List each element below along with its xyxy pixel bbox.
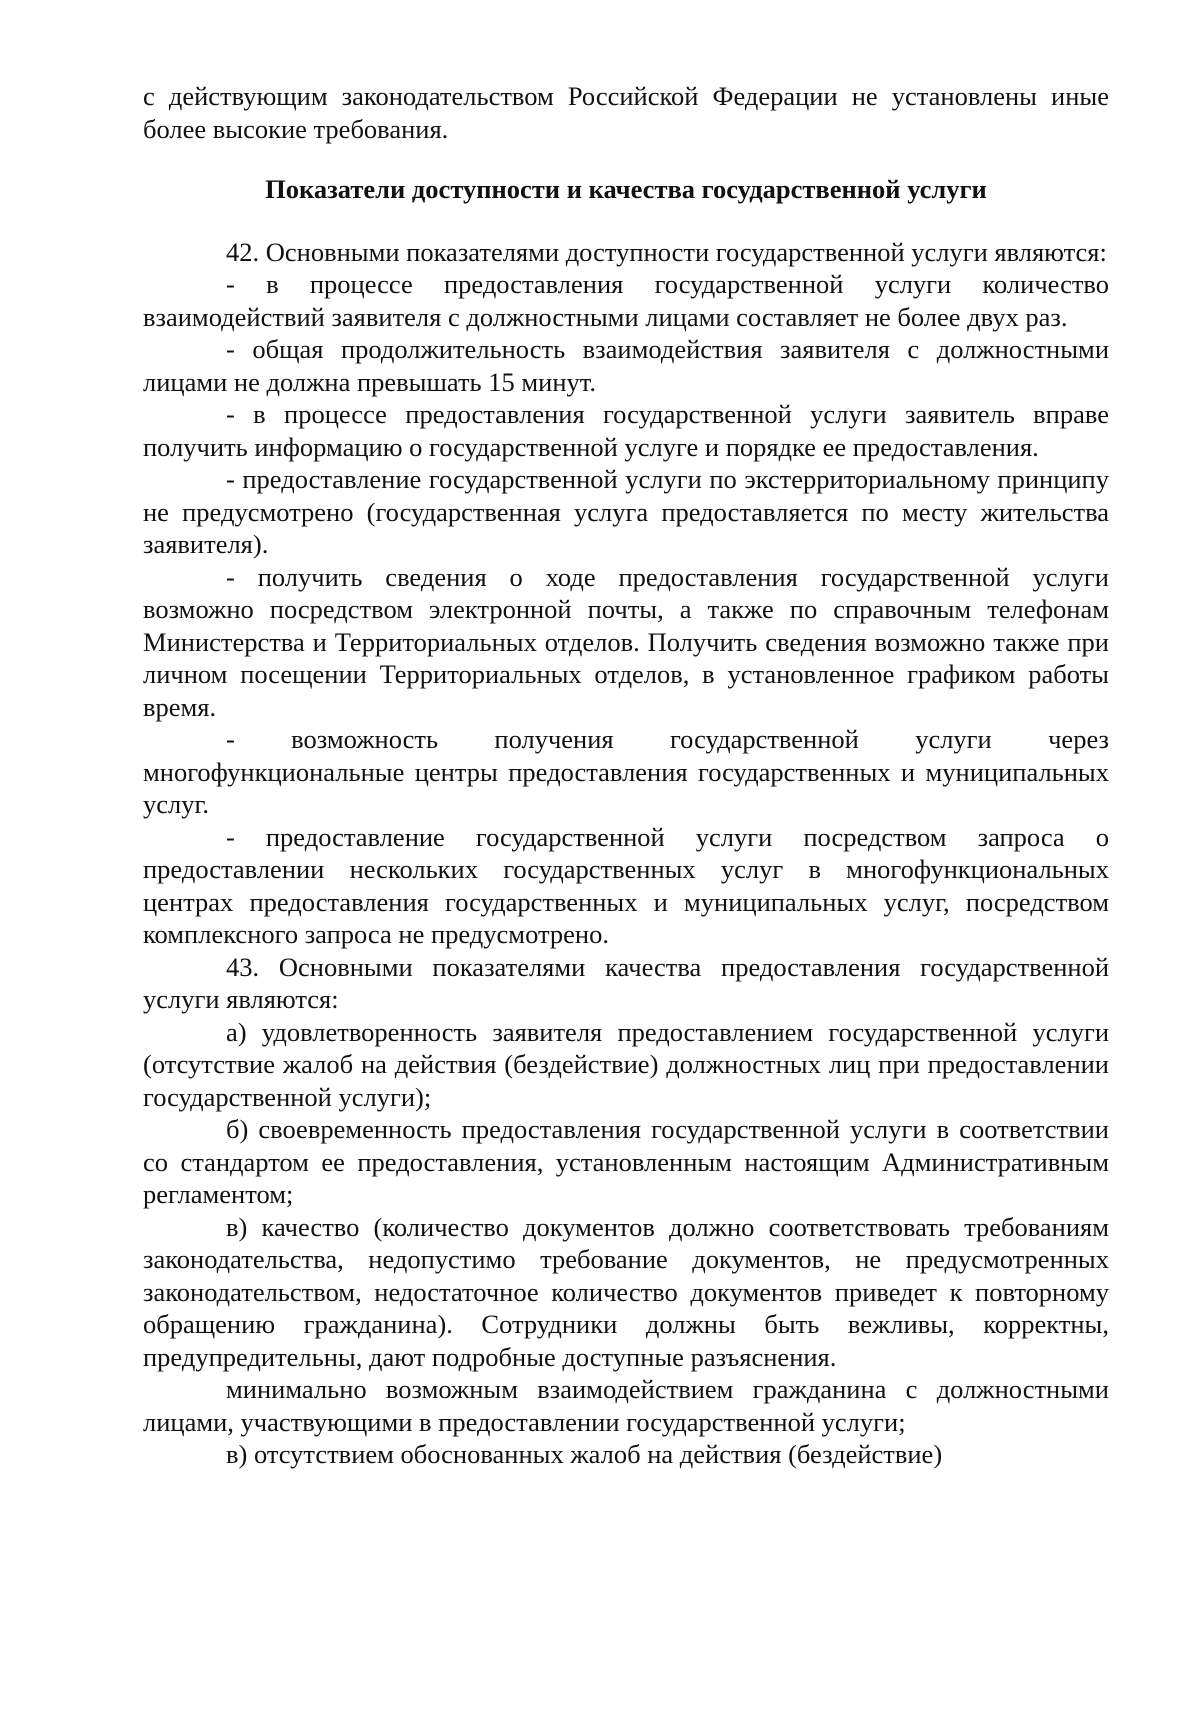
list-item: - предоставление государственной услуги посредством запроса о предоставлении нескольких государственных услуг в многофункциональных центрах предоставления государственных и муниципальных услуг, посредством комплексного запроса не предусмотрено. xyxy=(143,821,1109,949)
list-item: минимально возможным взаимодействием гражданина с должностными лицами, участвующими в предоставлении государственной услуги; xyxy=(143,1374,1109,1437)
list-item: - в процессе предоставления государственной услуги количество взаимодействий заявителя с должностными лицами составляет не более двух раз. xyxy=(143,269,1109,332)
paragraph-42: 42. Основными показателями доступности государственной услуги являются: xyxy=(226,236,1107,267)
list-item: а) удовлетворенность заявителя предоставлением государственной услуги (отсутствие жалоб на действия (бездействие) должностных лиц при предоставлении государственной услуги); xyxy=(143,1016,1109,1112)
list-item: - предоставление государственной услуги по экстерриториальному принципу не предусмотрено (государственная услуга предоставляется по месту жительства заявителя). xyxy=(143,464,1109,559)
list-item: - возможность получения государственной услуги через многофункциональные центры предоставления государственных и муниципальных услуг. xyxy=(143,724,1109,819)
list-item: - в процессе предоставления государственной услуги заявитель вправе получить информацию о государственной услуге и порядке ее предоставления. xyxy=(143,399,1109,462)
list-item: б) своевременность предоставления государственной услуги в соответствии со стандартом ее предоставления, установленным настоящим Административным регламентом; xyxy=(143,1114,1109,1209)
intro-continuation: с действующим законодательством Российской Федерации не установлены иные более высокие требования. xyxy=(143,81,1109,144)
list-item: в) качество (количество документов должно соответствовать требованиям законодательства, недопустимо требование документов, не предусмотренных законодательством, недостаточное количество документов приведет к повторному обращению гражданина). Сотрудники должны быть вежливы, корректны, предупредительны, дают подробные доступные разъяснения. xyxy=(143,1211,1109,1372)
list-item: - общая продолжительность взаимодействия заявителя с должностными лицами не должна превышать 15 минут. xyxy=(143,334,1109,397)
document-page xyxy=(143,80,1109,1471)
section-heading: Показатели доступности и качества государственной услуги xyxy=(265,174,987,204)
list-item: - получить сведения о ходе предоставления государственной услуги возможно посредством электронной почты, а также по справочным телефонам Министерства и Территориальных отделов. Получить сведения возможно также при личном посещении Территориальных отделов, в установленное графиком работы время. xyxy=(143,561,1109,722)
paragraph-43: 43. Основными показателями качества предоставления государственной услуги являются: xyxy=(143,951,1109,1014)
list-item: в) отсутствием обоснованных жалоб на действия (бездействие) xyxy=(226,1439,943,1469)
